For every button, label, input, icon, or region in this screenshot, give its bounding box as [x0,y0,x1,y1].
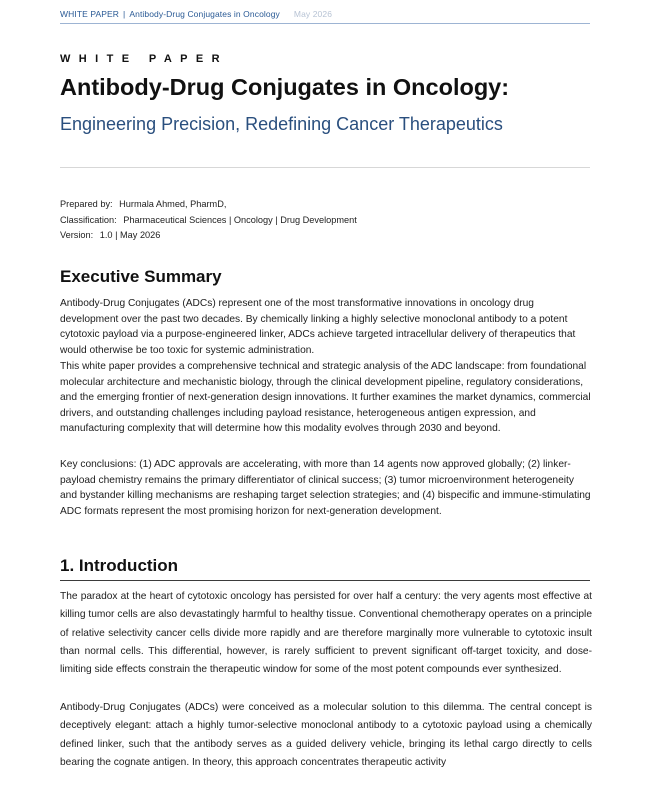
meta-prepared-label: Prepared by: [60,199,113,209]
document-metadata [60,197,357,244]
header-separator: | [123,9,126,19]
document-subtitle: Engineering Precision, Redefining Cancer Therapeutics [60,114,503,134]
meta-classification-value: Pharmaceutical Sciences | Oncology | Drug Development [123,214,357,225]
meta-prepared-row [60,197,357,213]
title-divider [60,167,590,168]
executive-summary-paragraph: Key conclusions: (1) ADC approvals are accelerating, with more than 14 agents now approved globally; (2) linker-payload chemistry remains the primary differentiator of clinical success; (3) tumor microenvironment heterogeneity and bystander killing mechanisms are reshaping target selection strategies; and (4) bispecific and immune-stimulating ADC formats represent the most promising horizon for next-generation development. [60,459,591,517]
header-short-title: Antibody-Drug Conjugates in Oncology [129,9,280,19]
header-doc-type: WHITE PAPER [60,9,120,19]
meta-classification-row [60,213,357,229]
introduction-heading: 1. Introduction [60,556,179,575]
introduction-paragraph: The paradox at the heart of cytotoxic oncology has persisted for over half a century: the very agents most effective at killing tumor cells are also devastatingly harmful to healthy tissue. Conventional chemotherapy operates on a principle of relative selectivity cancer cells divide more rapidly and are therefore marginally more vulnerable to cytotoxic insult than normal cells. This differential, however, is rarely sufficient to prevent significant off-target toxicity, and dose-limiting side effects constrain the therapeutic window for some of the most potent compounds ever synthesized. [60,591,592,676]
meta-version-label: Version: [60,230,94,240]
meta-version-value: 1.0 | May 2026 [99,230,161,240]
meta-version-row [60,228,357,244]
introduction-divider [60,580,590,581]
running-header [60,9,590,24]
cover-kicker: WHITE PAPER [60,53,228,65]
executive-summary-paragraph: This white paper provides a comprehensive technical and strategic analysis of the ADC landscape: from foundational molecular architecture and mechanistic biology, through the clinical development pipeline, regulatory considerations, and the emerging frontier of next-generation design innovations. It further examines the market dynamics, commercial drivers, and outstanding challenges including payload resistance, heterogeneous antigen expression, and manufacturing complexity that will determine how this modality evolves through 2030 and beyond. [60,361,591,434]
meta-classification-label: Classification: [60,214,117,225]
executive-summary-heading: Executive Summary [60,267,222,286]
meta-prepared-value: Hurmala Ahmed, PharmD, [119,199,227,209]
header-date: May 2026 [293,9,333,19]
introduction-paragraph: Antibody-Drug Conjugates (ADCs) were conceived as a molecular solution to this dilemma. The central concept is deceptively elegant: attach a highly tumor-selective monoclonal antibody to a cytotoxic payload using a chemically defined linker, such that the antibody serves as a guided delivery vehicle, bringing its lethal cargo directly to cells bearing the cognate antigen. In theory, this approach concentrates therapeutic activity [60,702,592,768]
document-title: Antibody-Drug Conjugates in Oncology: [60,74,510,100]
executive-summary-paragraph: Antibody-Drug Conjugates (ADCs) represent one of the most transformative innovations in oncology drug development over the past two decades. By chemically linking a highly selective monoclonal antibody to a potent cytotoxic payload via a purpose-engineered linker, ADCs achieve targeted intracellular delivery of therapeutics that would otherwise be too toxic for systemic administration. [60,298,576,356]
